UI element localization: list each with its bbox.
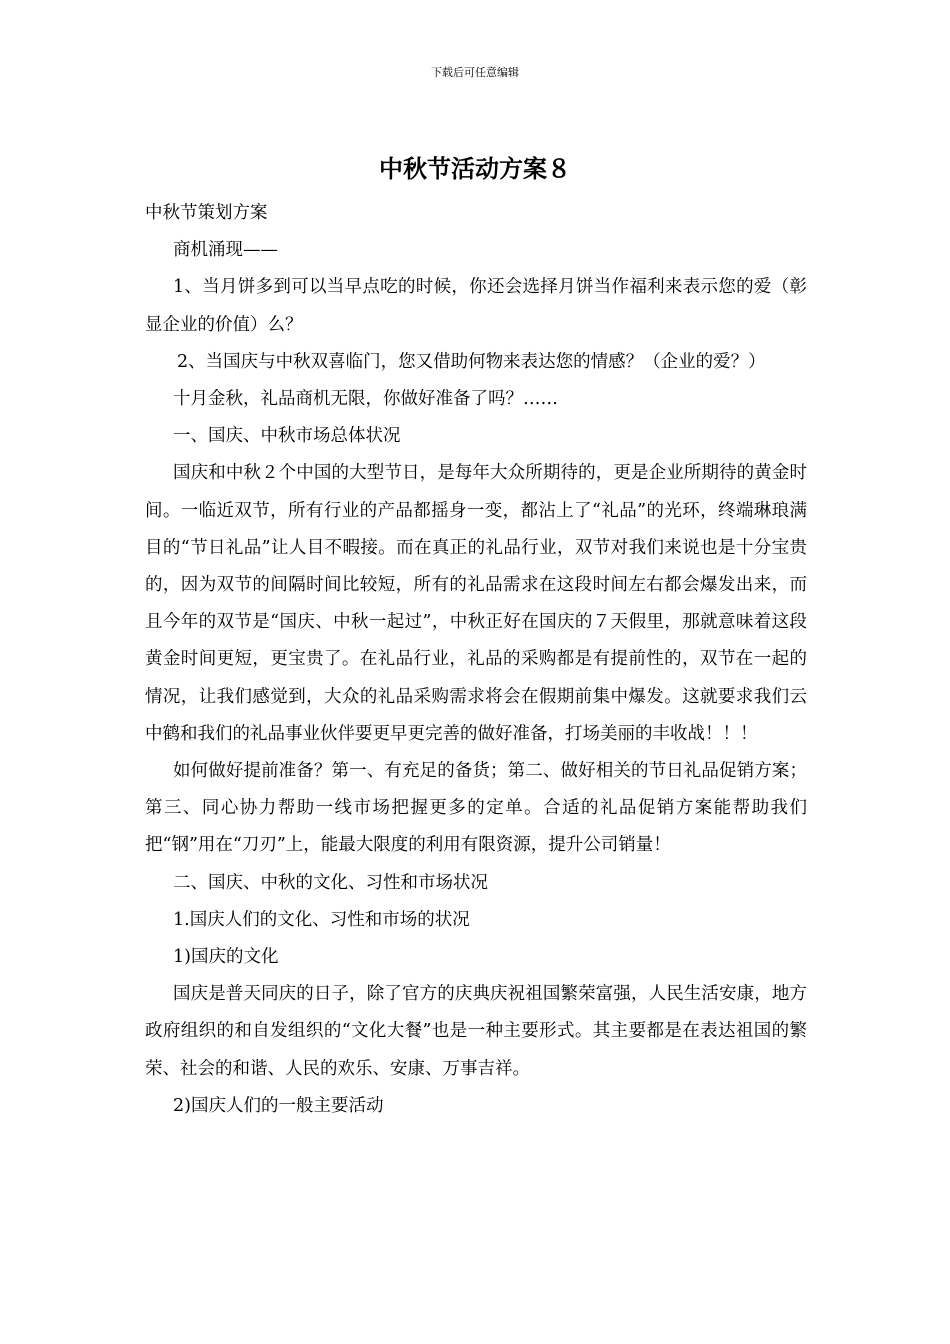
paragraph-preparation: 如何做好提前准备？第一、有充足的备货；第二、做好相关的节日礼品促销方案；第三、同心协力帮助一线市场把握更多的定单。合适的礼品促销方案能帮助我们把“钢”用在“刀刃”上，能最大限度的利用有限资源，提升公司销量！ <box>145 761 807 856</box>
section-heading-1: 一、国庆、中秋市场总体状况 <box>173 426 401 447</box>
document-title: 中秋节活动方案８ <box>379 155 571 183</box>
paragraph-question-2: 2、当国庆与中秋双喜临门，您又借助何物来表达您的情感？（企业的爱？） <box>177 351 766 372</box>
paragraph-market-overview: 国庆和中秋２个中国的大型节日，是每年大众所期待的，更是企业所期待的黄金时间。一临近双节，所有行业的产品都摇身一变，都沾上了“礼品”的光环，终端琳琅满目的“节日礼品”让人目不暇接。而在真正的礼品行业，双节对我们来说也是十分宝贵的，因为双节的间隔时间比较短，所有的礼品需求在这段时间左右都会爆发出来，而且今年的双节是“国庆、中秋一起过”，中秋正好在国庆的７天假里，那就意味着这段黄金时间更短，更宝贵了。在礼品行业，礼品的采购都是有提前性的，双节在一起的情况，让我们感觉到，大众的礼品采购需求将会在假期前集中爆发。这就要求我们云中鹤和我们的礼品事业伙伴要更早更完善的做好准备，打场美丽的丰收战！！！ <box>145 463 807 744</box>
paragraph-national-day-culture: 国庆是普天同庆的日子，除了官方的庆典庆祝祖国繁荣富强，人民生活安康，地方政府组织的和自发组织的“文化大餐”也是一种主要形式。其主要都是在表达祖国的繁荣、社会的和谐、人民的欢乐、安康、万事吉祥。 <box>145 984 807 1079</box>
subsubsection-heading-1: 1)国庆的文化 <box>173 947 279 968</box>
paragraph-opportunity: 商机涌现—— <box>173 240 278 261</box>
subsection-heading-1: 1.国庆人们的文化、习性和市场的状况 <box>173 909 470 930</box>
document-body <box>145 195 807 1125</box>
paragraph-plan-title: 中秋节策划方案 <box>145 203 268 223</box>
header-note: 下载后可任意编辑 <box>431 66 519 79</box>
subsubsection-heading-2: 2)国庆人们的一般主要活动 <box>173 1095 384 1116</box>
section-heading-2: 二、国庆、中秋的文化、习性和市场状况 <box>173 872 488 893</box>
paragraph-question-1: 1、当月饼多到可以当早点吃的时候，你还会选择月饼当作福利来表示您的爱（彰显企业的价值）么？ <box>145 277 807 335</box>
paragraph-golden-autumn: 十月金秋，礼品商机无限，你做好准备了吗？…… <box>173 389 558 410</box>
